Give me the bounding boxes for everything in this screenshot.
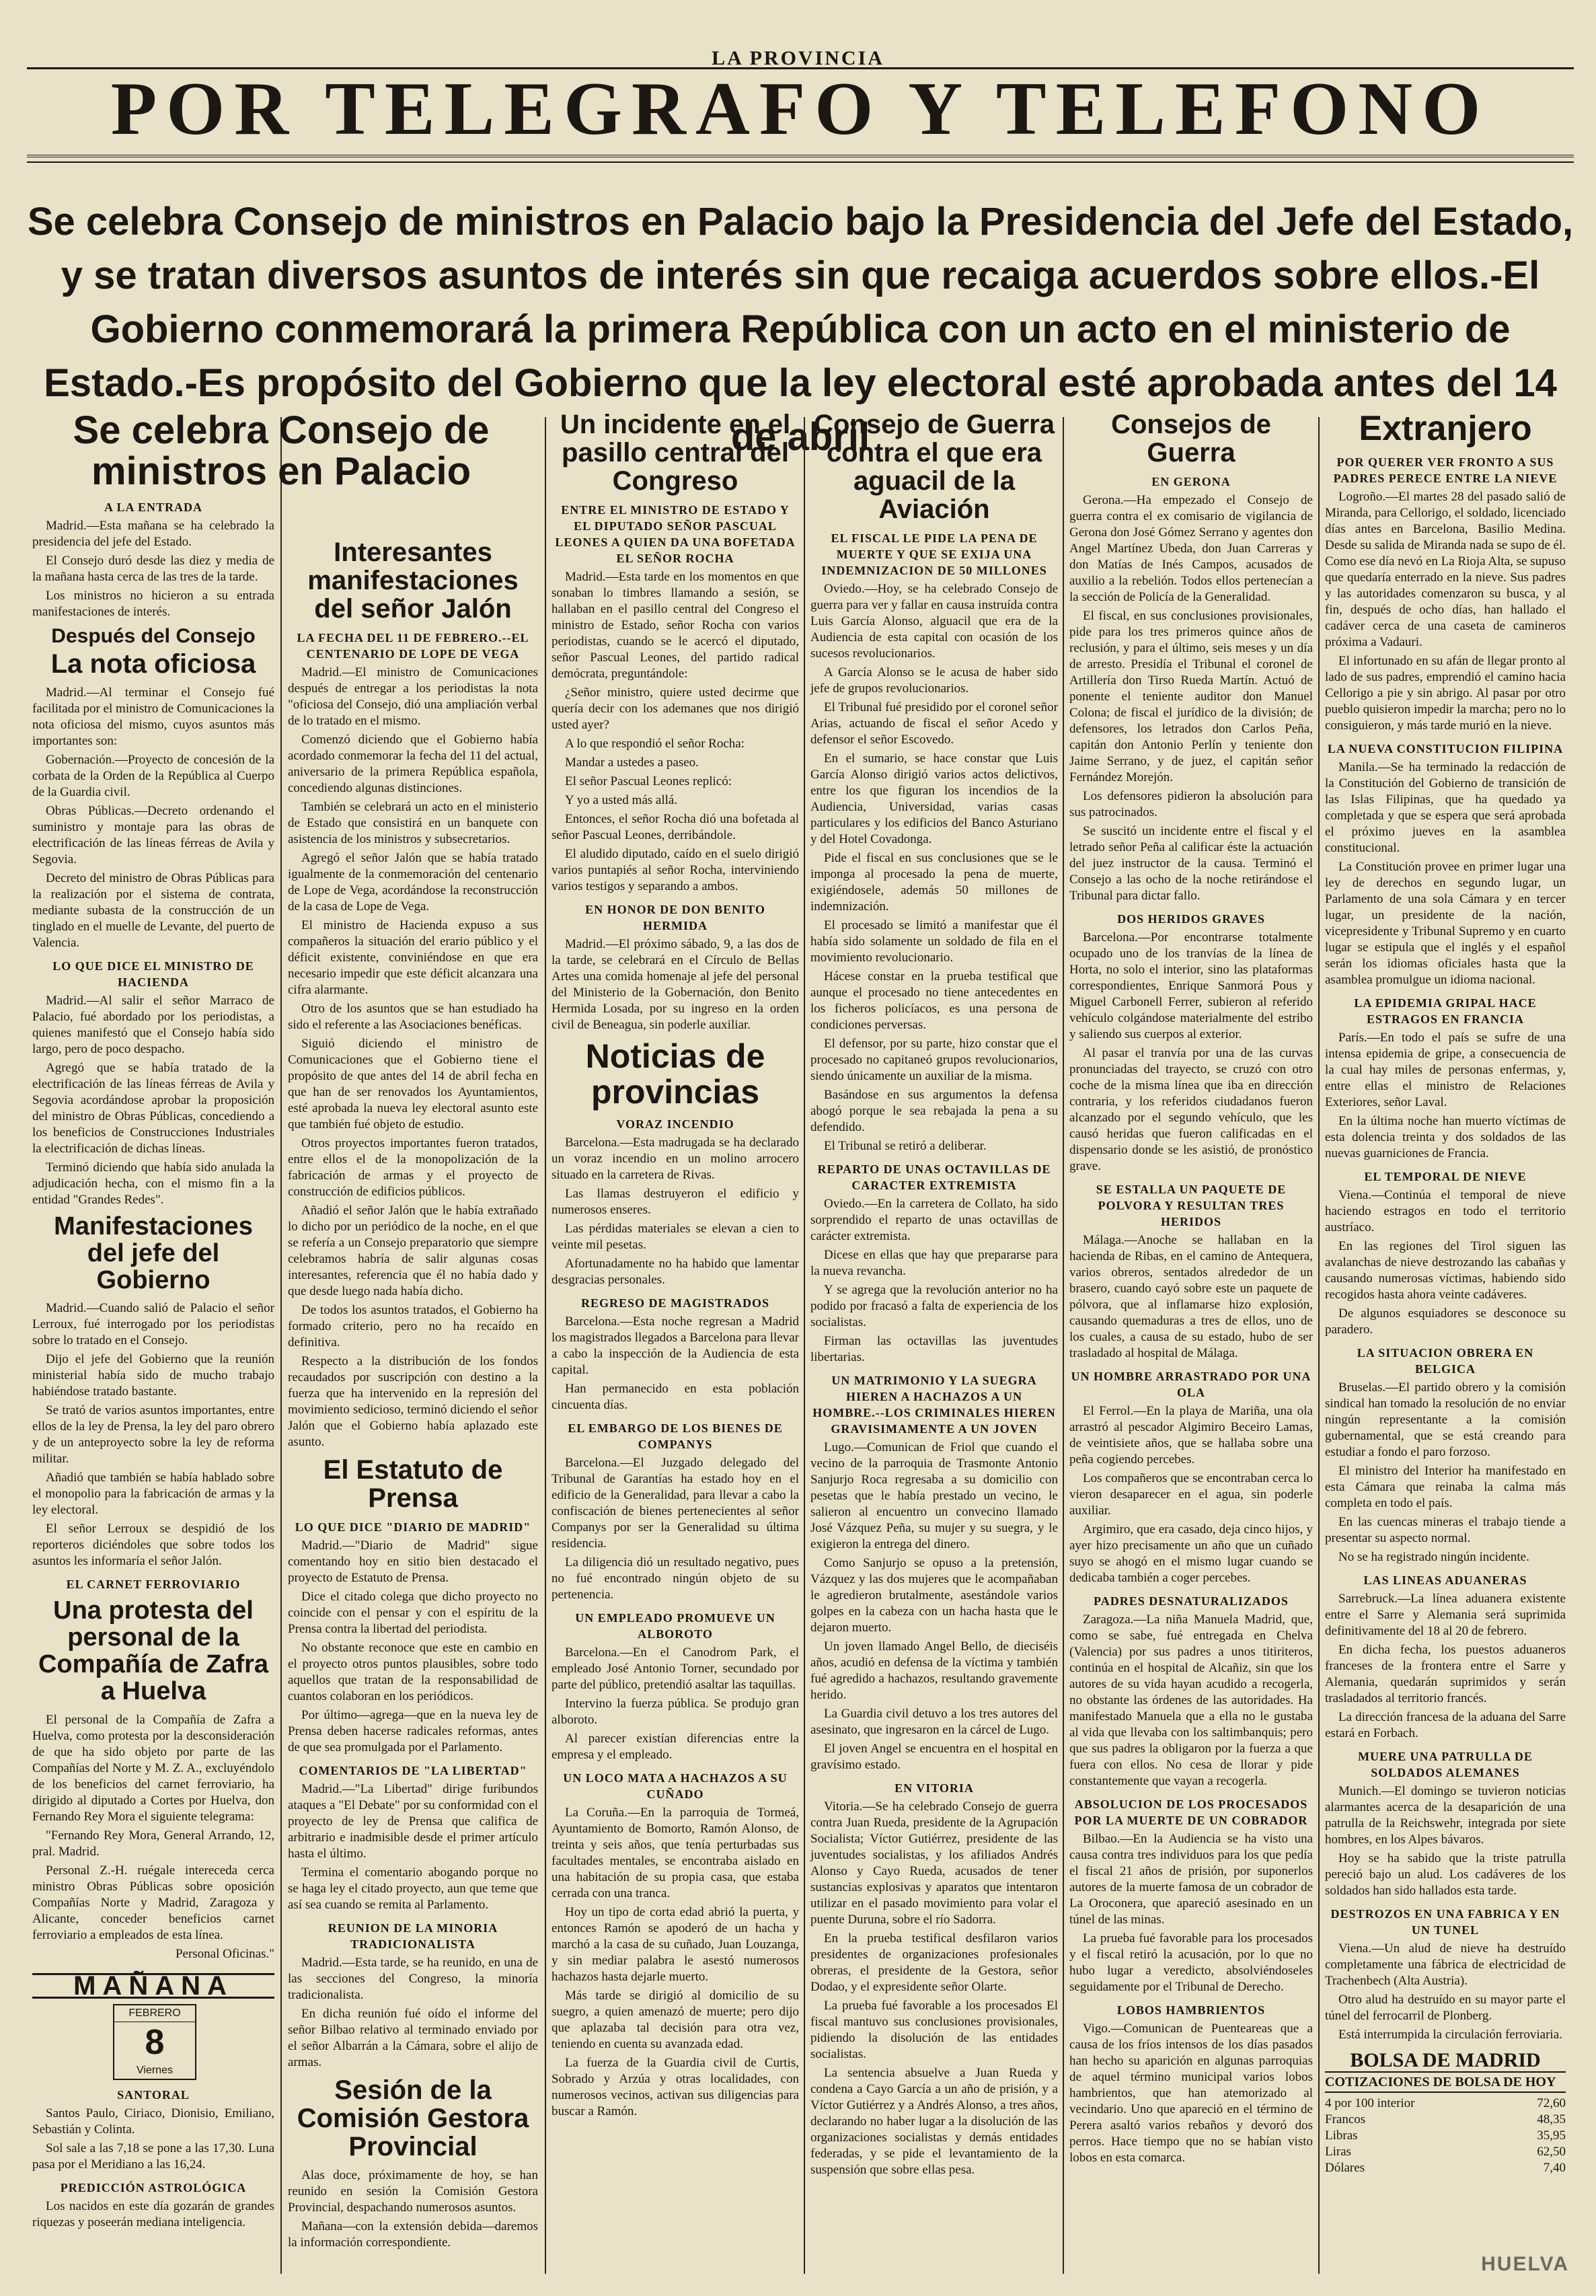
banner-headline: Se celebra Consejo de ministros en Palacio bajo la Presidencia del Jefe del Estado, y se tratan diversos asuntos de interés sin que recaiga acuerdos sobre ellos.-El Gobierno conmemorará la primera República con un acto en el ministerio de Estado.-Es propósito del Gobierno que la ley electoral esté aprobada antes del 14 de abril: [27, 200, 1574, 459]
headline: Interesantes manifestaciones del señor Jalón: [307, 538, 519, 624]
headline: El Estatuto de Prensa: [323, 1455, 503, 1513]
paragraph: No se ha registrado ningún incidente.: [1338, 1549, 1529, 1564]
paragraph: Las llamas destruyeron el edificio y numerosos enseres.: [552, 1187, 799, 1217]
paragraph: Bilbao.—En la Audiencia se ha visto una causa contra tres individuos para los que pedía el fiscal 21 años de prisión, por suponerlos autores de la muerte famosa de un cobrador de La Oroconera, que apareció asesinado en un túnel de las minas.: [1069, 1832, 1313, 1927]
paragraph: Respecto a la distribución de los fondos recaudados por suscripción con destino a la fuerza que ha intervenido en la represión del movimiento sedicioso, terminó diciendo el señor Jalón que el Gobierno había aplazado este asunto.: [288, 1354, 538, 1449]
paragraph: Otros proyectos importantes fueron tratados, entre ellos el de la monopolización de la fabricación de armas y el proyecto de construcción de edificios públicos.: [288, 1136, 538, 1199]
kicker: EL CARNET FERROVIARIO: [66, 1578, 241, 1592]
paragraph: Personal Z.-H. ruégale intereceda cerca ministro Obras Públicas sobre oposición Compañías Norte y Madrid, Zaragoza y Alicante, conceder beneficios carnet ferroviario a empleados de esta línea.: [32, 1863, 274, 1943]
paragraph: La dirección francesa de la aduana del Sarre estará en Forbach.: [1325, 1709, 1566, 1740]
paragraph: Afortunadamente no ha habido que lamentar desgracias personales.: [552, 1257, 799, 1287]
paragraph: Mañana—con la extensión debida—daremos la información correspondiente.: [288, 2219, 538, 2250]
paragraph: Al parecer existían diferencias entre la empresa y el empleado.: [552, 1732, 799, 1762]
calendar-day: 8: [145, 2023, 165, 2063]
kicker: LA NUEVA CONSTITUCION FILIPINA: [1327, 741, 1564, 755]
paragraph: La prueba fué favorable a los procesados El fiscal mantuvo sus conclusiones provisionales, pidiendo la disolución de las entidades socialistas.: [810, 1999, 1058, 2061]
paragraph: La prueba fué favorable para los procesados y el fiscal retiró la acusación, por lo que no hubo lugar a veredicto, absolviéndoseles seguidamente por el Tribunal de Derecho.: [1069, 1931, 1313, 1994]
quote-value: 7,40: [1543, 2160, 1566, 2175]
paragraph: Vigo.—Comunican de Puenteareas que a causa de los fríos intensos de los días pasados han hecho su aparición en algunas parroquias de aquel término municipal varios lobos hambrientos, que han atemorizado al vecindario. Uno que apareció en el término de Perera asaltó varios rebaños y devoró dos perros. Hace tiempo que no se habían visto lobos en esta comarca.: [1069, 2022, 1313, 2165]
paragraph: Hácese constar en la prueba testifical que aunque el procesado no tiene antecedentes en los ficheros policíacos, es una persona de condiciones perversas.: [810, 969, 1058, 1032]
paragraph: Santos Paulo, Ciriaco, Dionisio, Emiliano, Sebastián y Colinta.: [32, 2106, 274, 2137]
paragraph: Está interrumpida la circulación ferroviaria.: [1338, 2027, 1562, 2042]
paragraph: En las regiones del Tirol siguen las avalanchas de nieve destrozando las cabañas y causando numerosas víctimas, habiendo sido recogidos hasta ahora veinte cadáveres.: [1325, 1238, 1566, 1302]
paragraph: Dijo el jefe del Gobierno que la reunión ministerial había sido de mucho trabajo habiéndose tratado bastante.: [32, 1352, 274, 1399]
paragraph: El joven Angel se encuentra en el hospital en gravísimo estado.: [810, 1742, 1058, 1772]
kicker: EL FISCAL LE PIDE LA PENA DE MUERTE Y QUE SE EXIJA UNA INDEMNIZACION DE 50 MILLONES: [821, 531, 1047, 577]
paragraph: El personal de la Compañía de Zafra a Huelva, como protesta por la desconsideración de que ha sido objeto por parte de las Compañías del Norte y M. Z. A., excluyéndolo de los beneficios del carnet ferroviario, ha dirigido al diputado a Cortes por Huelva, don Fernando Rey Mora el siguiente telegrama:: [32, 1713, 274, 1824]
paragraph: Dice el citado colega que dicho proyecto no coincide con el pensar y con el espíritu de la Prensa contra la libertad del periodista.: [288, 1590, 538, 1636]
paragraph: El Consejo duró desde las diez y media de la mañana hasta cerca de las tres de la tarde.: [32, 553, 274, 584]
paragraph: En el sumario, se hace constar que Luis García Alonso dirigió varios actos delictivos, entre los que figuran los incendios de la Audiencia, Universidad, varias casas particulares y los edificios del Banco Asturiano y del Hotel Covadonga.: [810, 751, 1058, 846]
paragraph: Y yo a usted más allá.: [565, 793, 678, 807]
paragraph: Oviedo.—En la carretera de Collato, ha sido sorprendido el reparto de unas octavillas de carácter extremista.: [810, 1197, 1058, 1243]
headline: Un incidente en el pasillo central del Congreso: [560, 410, 791, 496]
kicker: ENTRE EL MINISTRO DE ESTADO Y EL DIPUTADO SEÑOR PASCUAL LEONES A QUIEN DA UNA BOFETADA EL SEÑOR ROCHA: [555, 503, 796, 565]
paragraph: El defensor, por su parte, hizo constar que el procesado no capitaneó grupos revolucionarios, siendo únicamente un auxiliar de la misma.: [810, 1037, 1058, 1083]
paragraph: "Fernando Rey Mora, General Arrando, 12, pral. Madrid.: [32, 1828, 274, 1859]
kicker: LO QUE DICE EL MINISTRO DE HACIENDA: [52, 959, 254, 989]
paragraph: Entonces, el señor Rocha dió una bofetada al señor Pascual Leones, derribándole.: [552, 812, 799, 842]
quote-label: Francos: [1325, 2112, 1366, 2126]
paragraph: Las pérdidas materiales se elevan a cien to veinte mil pesetas.: [552, 1222, 799, 1252]
column-rule: [280, 417, 282, 2274]
paragraph: El infortunado en su afán de llegar pronto al lado de sus padres, emprendió el camino hacia Cellorigo a pie y sin abrigo. Al pasar por otro pueblo quisieron impedir la marcha; pero no lo consiguieron, y más tarde murió en la nieve.: [1325, 653, 1566, 733]
masthead-rule: [27, 155, 1574, 163]
paragraph: Al pasar el tranvía por una de las curvas pronunciadas del trayecto, se cruzó con otro coche de la misma línea que iba en dirección contraria, y los referidos ciudadanos fueron alcanzado por el segundo vehículo, que les causó heridas que fueron calificadas en el dispensario donde se les asistió, de pronóstico grave.: [1069, 1046, 1313, 1173]
paragraph: Madrid.—"Diario de Madrid" sigue comentando hoy en sitio bien destacado el proyecto de Estatuto de Prensa.: [288, 1539, 538, 1585]
paragraph: Barcelona.—Esta noche regresan a Madrid los magistrados llegados a Barcelona para llevar a cabo la inspección de la Audiencia de esta capital.: [552, 1314, 799, 1377]
paragraph: El aludido diputado, caído en el suelo dirigió varios puntapiés al señor Rocha, interviniendo varios testigos y separando a ambos.: [552, 847, 799, 893]
paragraph: No obstante reconoce que este en cambio en el proyecto otros puntos plausibles, sobre todo aquellos que tratan de la responsabilidad de cuantos colaboran en los periódicos.: [288, 1641, 538, 1703]
paragraph: El señor Pascual Leones replicó:: [565, 774, 732, 788]
paragraph: Termina el comentario abogando porque no se haga ley el citado proyecto, aun que teme que así sea cuando se remita al Parlamento.: [288, 1865, 538, 1912]
quotes-list: [1325, 2096, 1566, 2176]
paragraph: La diligencia dió un resultado negativo, pues no fué encontrado ningún objeto de su pertenencia.: [552, 1555, 799, 1602]
kicker: UN HOMBRE ARRASTRADO POR UNA OLA: [1071, 1370, 1312, 1399]
paragraph: Siguió diciendo el ministro de Comunicaciones que el Gobierno tiene el propósito de que antes del 14 de abril fecha en que han de ser renovados los Ayuntamientos, esté aprobada la nueva ley electoral asunto este que también fué objeto de estudio.: [288, 1037, 538, 1132]
paragraph: Barcelona.—Por encontrarse totalmente ocupado uno de los tranvías de la línea de Horta, no solo el interior, sino las plataformas correspondientes, Enrique Sanmorá Pous y Miguel Carbonell Ferrer, subieron al referido vehículo colgándose materialmente del estribo y saliendo sus cuerpos al exterior.: [1069, 930, 1313, 1041]
paragraph: Argimiro, que era casado, deja cinco hijos, y ayer hizo precisamente un año que un cuñado suyo se ahogó en el mismo lugar cuando se dedicaba también a coger percebes.: [1069, 1522, 1313, 1585]
kicker: EL EMBARGO DE LOS BIENES DE COMPANYS: [568, 1421, 783, 1451]
paragraph: En la última noche han muerto víctimas de esta dolencia treinta y dos soldados de las nuevas guarniciones de Francia.: [1325, 1113, 1566, 1160]
paragraph: Los defensores pidieron la absolución para sus patrocinados.: [1069, 789, 1313, 819]
paragraph: Madrid.—Al terminar el Consejo fué facilitada por el ministro de Comunicaciones la nota oficiosa del mismo, cuyos asuntos más importantes son:: [32, 685, 274, 748]
kicker: LA SITUACION OBRERA EN BELGICA: [1357, 1345, 1534, 1376]
headline: Manifestaciones del jefe del Gobierno: [54, 1212, 253, 1294]
kicker: COMENTARIOS DE "LA LIBERTAD": [299, 1764, 527, 1777]
paragraph: En las cuencas mineras el trabajo tiende a presentar su aspecto normal.: [1325, 1514, 1566, 1545]
paragraph: Han permanecido en esta población cincuenta días.: [552, 1382, 799, 1412]
paragraph: Agregó que se había tratado de la electrificación de las líneas férreas de Avila y Segovia acordándose aprobar la proposición del ministro de Obras Públicas, concediendo a los beneficios de Construcciones Industriales la electrificación de dichas líneas.: [32, 1060, 274, 1156]
paragraph: La fuerza de la Guardia civil de Curtis, Sobrado y Arzúa y otras localidades, con numerosos vecinos, activan sus diligencias para buscar a Ramón.: [552, 2056, 799, 2118]
kicker: EN VITORIA: [895, 1781, 974, 1795]
kicker: EN HONOR DE DON BENITO HERMIDA: [585, 903, 765, 932]
paragraph: Madrid.—El ministro de Comunicaciones después de entregar a los periodistas la nota "oficiosa del Consejo, dió una ampliación verbal de lo tratado en el mismo.: [288, 665, 538, 728]
paragraph: Terminó diciendo que había sido anulada la adjudicación hecha, con el mismo fin a la entidad "Grandes Redes".: [32, 1160, 274, 1207]
column-rule: [1318, 417, 1320, 2274]
paragraph: Logroño.—El martes 28 del pasado salió de Miranda, para Cellorigo, el soldado, licenciado días antes en Barcelona, Basilio Medina. Desde su salida de Miranda nada se supo de él. Como ese día nevó en La Rioja Alta, se supuso que quedaría enterrado en la nieve. Sus padres y las autoridades comenzaron su busca, y al fin, después de ocho días, han hallado el cadáver cerca de una caseta de camineros próxima a Vadauri.: [1325, 489, 1566, 649]
paragraph: Sol sale a las 7,18 se pone a las 17,30. Luna pasa por el Meridiano a las 16,24.: [32, 2141, 274, 2172]
paragraph: Firman las octavillas las juventudes libertarias.: [810, 1334, 1058, 1364]
paragraph: En la prueba testifical desfilaron varios presidentes de organizaciones profesionales obreras, el presidente de la Gestora, señor Dodao, y el expresidente señor Olarte.: [810, 1931, 1058, 1994]
paragraph: Madrid.—Cuando salió de Palacio el señor Lerroux, fué interrogado por los periodistas sobre lo tratado en el Consejo.: [32, 1301, 274, 1348]
paragraph: La Guardia civil detuvo a los tres autores del asesinato, que ingresaron en la cárcel de Lugo.: [810, 1707, 1058, 1737]
kicker: ABSOLUCION DE LOS PROCESADOS POR LA MUERTE DE UN COBRADOR: [1074, 1798, 1308, 1827]
paragraph: Madrid.—El próximo sábado, 9, a las dos de la tarde, se celebrará en el Círculo de Bellas Artes una comida homenaje al jefe del personal del Ministerio de la Gobernación, don Benito Hermida Losada, por su ingreso en la orden civil de Beneagua, sin poderle auxiliar.: [552, 937, 799, 1032]
paragraph: Los ministros no hicieron a su entrada manifestaciones de interés.: [32, 588, 274, 619]
bolsa-title: BOLSA DE MADRID: [1350, 2048, 1541, 2071]
paragraph: Decreto del ministro de Obras Públicas para la realización por el sistema de contrata, mediante subasta de la construcción de un tinglado en el muelle de Levante, del puerto de Valencia.: [32, 871, 274, 950]
paragraph: Los compañeros que se encontraban cerca lo vieron desaparecer en el agua, sin poderle auxiliar.: [1069, 1471, 1313, 1518]
paragraph: A García Alonso se le acusa de haber sido jefe de grupos revolucionarios.: [810, 665, 1058, 696]
paragraph: Lugo.—Comunican de Friol que cuando el vecino de la parroquia de Trasmonte Antonio Sanjurjo Roca regresaba a su domicilio con pesetas que le había prestado un vecino, le salieron al encuentro un convecino llamado José Vázquez Peña, su mujer y su suegra, y le exigieron la entrega del dinero.: [810, 1440, 1058, 1551]
quote-label: Libras: [1325, 2128, 1358, 2143]
paragraph: Madrid.—Al salir el señor Marraco de Palacio, fué abordado por los periodistas, a quienes manifestó que el Consejo había sido largo, pero de poco despacho.: [32, 993, 274, 1056]
calendar-weekday: Viernes: [137, 2065, 173, 2077]
paragraph: Un joven llamado Angel Bello, de dieciséis años, acudió en defensa de la víctima y también fué agredido a hachazos, resultando gravemente herido.: [810, 1639, 1058, 1702]
kicker: EL TEMPORAL DE NIEVE: [1364, 1169, 1527, 1183]
kicker: PREDICCIÓN ASTROLÓGICA: [60, 2181, 247, 2195]
kicker: DESTROZOS EN UNA FABRICA Y EN UN TUNEL: [1330, 1906, 1560, 1937]
paragraph: La sentencia absuelve a Juan Rueda y condena a Cayo García a un año de prisión, y a Víctor Gutiérrez y a Andrés Alonso, a tres años, declarando no haber lugar a la disolución de las organizaciones socialistas y demás entidades federadas, y se pide el levantamiento de la suspensión que sobre ellas pesa.: [810, 2066, 1058, 2177]
paragraph: En dicha fecha, los puestos aduaneros franceses de la frontera entre el Sarre y Alemania, quedarán suprimidos y serán trasladados al territorio francés.: [1325, 1642, 1566, 1705]
paragraph: Otro alud ha destruído en su mayor parte el túnel del ferrocarril de Plonberg.: [1325, 1992, 1566, 2023]
paragraph: Se trató de varios asuntos importantes, entre ellos de la ley de Prensa, la ley del paro obrero y de un anteproyecto sobre la ley de reforma militar.: [32, 1403, 274, 1467]
headline: Consejos de Guerra: [1111, 410, 1271, 468]
quote-value: 48,35: [1537, 2112, 1566, 2126]
headline: Una protesta del personal de la Compañía de Zafra a Huelva: [38, 1596, 269, 1706]
paragraph: Zaragoza.—La niña Manuela Madrid, que, como se sabe, fué entregada en Chelva (Valencia) por sus padres a unos titiriteros, continúa en el hospital de Alcañiz, sin que los autores de su vida hayan acudido a recogerla, no obstante las órdenes de las autoridades. Ha manifestado Manuela que a ella no le gustaba al vida que llevaba con los saltimbanquis; pero que sus padres la obligaron por la fuerza a que fuera con ellos. No cesa de llorar y pide constantemente que vayan a recogerla.: [1069, 1613, 1313, 1788]
kicker: UN EMPLEADO PROMUEVE UN ALBOROTO: [575, 1611, 775, 1641]
paragraph: La Coruña.—En la parroquia de Tormeá, Ayuntamiento de Bomorto, Ramón Alonso, de treinta y seis años, que tenía perturbadas sus facultades mentales, se encontraba aislado en una habitación de su propia casa, que estaba cerrada con una tranca.: [552, 1806, 799, 1900]
paragraph: Madrid.—Esta mañana se ha celebrado la presidencia del jefe del Estado.: [32, 518, 274, 549]
paragraph: Munich.—El domingo se tuvieron noticias alarmantes acerca de la desaparición de una patrulla de la Reichswehr, integrada por siete hombres, en los Alpes bávaros.: [1325, 1783, 1566, 1847]
quote-row: [1325, 2144, 1566, 2160]
quote-row: [1325, 2112, 1566, 2128]
paragraph: Barcelona.—Esta madrugada se ha declarado un voraz incendio en un molino arrocero situado en la carretera de Rivas.: [552, 1136, 799, 1182]
headline: Sesión de la Comisión Gestora Provincial: [297, 2075, 529, 2161]
paragraph: Por último—agrega—que en la nueva ley de Prensa deben hacerse radicales reformas, antes de que sea promulgada por el Parlamento.: [288, 1708, 538, 1754]
paragraph: Alas doce, próximamente de hoy, se han reunido en sesión la Comisión Gestora Provincial, despachando numerosos asuntos.: [288, 2168, 538, 2215]
paragraph: Hoy se ha sabido que la triste patrulla pereció bajo un alud. Los cadáveres de los soldados han sido hallados esta tarde.: [1325, 1851, 1566, 1898]
paragraph: Los nacidos en este día gozarán de grandes riquezas y poseerán mediana inteligencia.: [32, 2199, 274, 2230]
paragraph: Basándose en sus argumentos la defensa abogó porque le sea rebajada la pena a su defendido.: [810, 1088, 1058, 1134]
kicker: LO QUE DICE "DIARIO DE MADRID": [295, 1520, 531, 1534]
column-rule: [545, 417, 546, 2274]
kicker: DOS HERIDOS GRAVES: [1117, 912, 1265, 926]
headline: Consejo de Guerra contra el que era aguacil de la Aviación: [814, 410, 1055, 524]
paragraph: Viena.—Continúa el temporal de nieve haciendo estragos en todo el territorio austríaco.: [1325, 1187, 1566, 1234]
paragraph: Sarrebruck.—La línea aduanera existente entre el Sarre y Alemania será suprimida definitivamente del 18 al 20 de febrero.: [1325, 1591, 1566, 1638]
kicker: LA FECHA DEL 11 DE FEBRERO.--EL CENTENARIO DE LOPE DE VEGA: [297, 631, 529, 661]
paragraph: Gerona.—Ha empezado el Consejo de guerra contra el ex comisario de vigilancia de Gerona don José Gómez Serrano y agentes don Angel Martínez Ubeda, don Juan Carreras y don Matías de Inés Campos, acusados de auxilio a la rebelión. Todos ellos pertenecían a la sección de Policía de la Generalidad.: [1069, 493, 1313, 604]
kicker: UN LOCO MATA A HACHAZOS A SU CUÑADO: [563, 1771, 788, 1801]
kicker: REGRESO DE MAGISTRADOS: [580, 1296, 770, 1310]
paragraph: Como Sanjurjo se opuso a la pretensión, Vázquez y las dos mujeres que le acompañaban le agredieron brutalmente, asestándole varios golpes en la cabeza con un hacha hasta que le dejaron muerto.: [810, 1556, 1058, 1635]
headline: Extranjero: [1359, 409, 1532, 448]
kicker: MUERE UNA PATRULLA DE SOLDADOS ALEMANES: [1358, 1749, 1533, 1779]
paragraph: Manila.—Se ha terminado la redacción de la Constitución del Gobierno de transición de las Islas Filipinas, que ha quedado ya completada y que se espera que será aprobada el próximo jueves en la asamblea constitucional.: [1325, 760, 1566, 855]
paragraph: Madrid.—Esta tarde, se ha reunido, en una de las secciones del Congreso, la minoría tradicionalista.: [288, 1956, 538, 2002]
paragraph: Barcelona.—En el Canodrom Park, el empleado José Antonio Torner, secundado por parte del público, pretendió asaltar las taquillas.: [552, 1645, 799, 1692]
paragraph: Viena.—Un alud de nieve ha destruído completamente una fábrica de electricidad de Trachenbech (Alta Austria).: [1325, 1941, 1566, 1988]
paragraph: Y se agrega que la revolución anterior no ha podido por fracasó a falta de experiencia de los socialistas.: [810, 1283, 1058, 1329]
paragraph: Bruselas.—El partido obrero y la comisión sindical han tomado la resolución de no enviar ningún representante a la comisión gubernamental, que se está creando para estudiar a fondo el paro forzoso.: [1325, 1380, 1566, 1459]
paragraph: Personal Oficinas.": [175, 1947, 274, 1962]
paragraph: Gobernación.—Proyecto de concesión de la corbata de la Orden de la República al Cuerpo de la Guardia civil.: [32, 752, 274, 799]
paragraph: Intervino la fuerza pública. Se produjo gran alboroto.: [552, 1697, 799, 1727]
paragraph: A lo que respondió el señor Rocha:: [565, 737, 745, 751]
paragraph: Obras Públicas.—Decreto ordenando el suministro y montaje para las obras de electrificación de las líneas férreas de Avila y Segovia.: [32, 803, 274, 866]
quote-value: 35,95: [1537, 2128, 1566, 2143]
headline: La nota oficiosa: [50, 649, 256, 679]
kicker: SE ESTALLA UN PAQUETE DE POLVORA Y RESULTAN TRES HERIDOS: [1096, 1183, 1287, 1228]
paragraph: Madrid.—Esta tarde en los momentos en que sonaban lo timbres llamando a sesión, se hallaban en el pasillo central del Congreso el ministro de Estado, señor Rocha con varios periodistas, cuando se le acercó el diputado, señor Pascual Leones, del partido radical demócrata, preguntándole:: [552, 570, 799, 681]
kicker: LAS LINEAS ADUANERAS: [1363, 1573, 1527, 1587]
subheading: Después del Consejo: [51, 624, 256, 647]
paragraph: En dicha reunión fué oído el informe del señor Bilbao relativo al terminado enviado por el señor Albarrán a la Cámara, sobre el alijo de armas.: [288, 2007, 538, 2069]
paragraph: Pide el fiscal en sus conclusiones que se le imponga al procesado la pena de muerte, exigiéndosele, además 50 millones de indemnización.: [810, 851, 1058, 914]
paragraph: Dicese en ellas que hay que prepararse para la nueva revancha.: [810, 1248, 1058, 1278]
paragraph: El señor Lerroux se despidió de los reporteros diciéndoles que sobre todos los asuntos les informaría el señor Jalón.: [32, 1522, 274, 1569]
kicker: POR QUERER VER FRONTO A SUS PADRES PERECE ENTRE LA NIEVE: [1333, 455, 1558, 485]
paragraph: Madrid.—"La Libertad" dirige furibundos ataques a "El Debate" por su conformidad con el proyecto de ley de Prensa que califica de arbitrario e inadmisible desde el primer artículo hasta el último.: [288, 1782, 538, 1861]
bolsa-subtitle: COTIZACIONES DE BOLSA DE HOY: [1325, 2071, 1566, 2093]
kicker: LA EPIDEMIA GRIPAL HACE ESTRAGOS EN FRANCIA: [1354, 996, 1537, 1026]
quote-row: [1325, 2160, 1566, 2176]
calendar-month: FEBRERO: [114, 2005, 195, 2022]
kicker: UN MATRIMONIO Y LA SUEGRA HIEREN A HACHAZOS A UN HOMBRE.--LOS CRIMINALES HIEREN GRAVISIMAMENTE A UN JOVEN: [812, 1374, 1056, 1436]
paragraph: Añadió que también se había hablado sobre el monopolio para la fabricación de armas y la ley electoral.: [32, 1471, 274, 1518]
paragraph: De todos los asuntos tratados, el Gobierno ha formado criterio, pero no ha recaído en definitiva.: [288, 1303, 538, 1349]
column-rule: [1063, 417, 1064, 2274]
library-stamp: HUELVA: [1481, 2253, 1569, 2275]
paragraph: Más tarde se dirigió al domicilio de su suegro, a quien amenazó de muerte; pero dijo que aplazaba tal decisión para otra vez, teniendo en cuenta su avanzada edad.: [552, 1989, 799, 2051]
column-5: [1069, 410, 1313, 2281]
quote-label: Liras: [1325, 2144, 1352, 2159]
paragraph: Mandar a ustedes a paseo.: [565, 755, 699, 770]
paragraph: Añadió el señor Jalón que le había extrañado lo dicho por un periódico de la noche, en el que se refería a un Consejo preparatorio que siempre celebramos habría de salir algunas cosas interesantes, referencia que él no había dado y que desde luego nada había dicho.: [288, 1203, 538, 1298]
manana-header: MAÑANA: [32, 1973, 274, 1999]
page-title: POR TELEGRAFO Y TELEFONO: [110, 67, 1490, 151]
paragraph: Agregó el señor Jalón que se había tratado igualmente de la conmemoración del centenario de Lope de Vega, acordándose la reconstrucción de la casa de Lope de Vega.: [288, 851, 538, 914]
column-6: [1325, 410, 1566, 2281]
paragraph: ¿Señor ministro, quiere usted decirme que quería decir con los ademanes que nos dirigió usted ayer?: [552, 686, 799, 732]
headline: Noticias de provincias: [585, 1037, 765, 1111]
paragraph: Se suscitó un incidente entre el fiscal y el letrado señor Peña al calificar éste la actuación del juez instructor de la causa. Terminó el Consejo a las ocho de la noche retirándose el Tribunal para dictar fallo.: [1069, 824, 1313, 903]
column-rule: [804, 417, 805, 2274]
quote-label: 4 por 100 interior: [1325, 2096, 1415, 2110]
paragraph: Málaga.—Anoche se hallaban en la hacienda de Ribas, en el camino de Antequera, varios obreros, sentados alrededor de un brasero, cuando cayó sobre este un paquete de pólvora, que al inflamarse hizo explosión, causando quemaduras a tres de ellos, uno de los cuales, a causa de su estado, hubo de ser trasladado al hospital de Málaga.: [1069, 1233, 1313, 1360]
quote-value: 62,50: [1537, 2144, 1566, 2159]
paragraph: El ministro de Hacienda expuso a sus compañeros la situación del erario público y el déficit existente, conviniéndose en que era necesario impedir que este déficit alcanzara una cifra alarmante.: [288, 918, 538, 997]
kicker: REPARTO DE UNAS OCTAVILLAS DE CARACTER EXTREMISTA: [817, 1162, 1051, 1192]
paper-name: LA PROVINCIA: [712, 47, 884, 69]
paragraph: Barcelona.—El Juzgado delegado del Tribunal de Garantías ha estado hoy en el edificio de la Generalidad, para llevar a cabo la confiscación de bienes pertenecientes al señor Companys por ser la Generalidad su última residencia.: [552, 1456, 799, 1551]
paragraph: Hoy un tipo de corta edad abrió la puerta, y entonces Ramón se apoderó de un hacha y marchó a la casa de su cuñado, Juan Louzanga, y sin mediar palabra le asestó numerosos hachazos hasta dejarle muerto.: [552, 1905, 799, 1984]
quote-row: [1325, 2096, 1566, 2112]
paragraph: Oviedo.—Hoy, se ha celebrado Consejo de guerra para ver y fallar en causa instruída contra Luis García Alonso, alguacil que era de la Audiencia de esta capital con ocasión de los sucesos revolucionarios.: [810, 582, 1058, 661]
kicker: EN GERONA: [1151, 475, 1231, 488]
paragraph: El fiscal, en sus conclusiones provisionales, pide para los tres primeros quince años de reclusión, y para el último, seis meses y un día de arresto. Presidía el Tribunal el coronel de Artillería don Tirso Rueda Martín. Actuó de ponente el teniente auditor don Manuel Colona; de fiscal el jurídico de la división; de defensores, los letrados don Carlos Peña, capitán don Antonio Perlín y teniente don Jaime Serrano, y de juez, el capitán señor Fernández Morejón.: [1069, 609, 1313, 784]
headline: Se celebra Consejo de ministros en Palacio: [73, 408, 490, 493]
kicker: SANTORAL: [117, 2088, 190, 2102]
kicker: VORAZ INCENDIO: [616, 1117, 734, 1131]
column-2: [288, 538, 538, 2281]
kicker: LOBOS HAMBRIENTOS: [1116, 2003, 1266, 2017]
paragraph: El Tribunal fué presidido por el coronel señor Arias, actuando de fiscal el señor Acedo y defensor el señor Escovedo.: [810, 700, 1058, 747]
paragraph: París.—En todo el país se sufre de una intensa epidemia de gripe, a consecuencia de la cual hay miles de personas enfermas, y, entre ellas el ministro de Relaciones Exteriores, señor Laval.: [1325, 1030, 1566, 1109]
kicker: REUNION DE LA MINORIA TRADICIONALISTA: [328, 1921, 498, 1951]
paragraph: Vitoria.—Se ha celebrado Consejo de guerra contra Juan Rueda, presidente de la Agrupación Socialista; Víctor Gutiérrez, presidente de las juventudes socialistas, y los afiliados Andrés Alonso y Cayo Rueda, acusados de tener sustancias explosivas y aparatos que intentaron utilizar en el pasado movimiento para volar el puente Duruna, sobre el río Sadorra.: [810, 1800, 1058, 1927]
paragraph: Otro de los asuntos que se han estudiado ha sido el referente a las Asociaciones benéficas.: [288, 1002, 538, 1032]
quote-label: Dólares: [1325, 2160, 1365, 2175]
column-3: [552, 410, 799, 2281]
quote-row: [1325, 2128, 1566, 2144]
paragraph: De algunos esquiadores se desconoce su paradero.: [1325, 1306, 1566, 1337]
column-4: [810, 410, 1058, 2281]
paragraph: El Ferrol.—En la playa de Mariña, una ola arrastró al pescador Algimiro Beceiro Lamas, de veintisiete años, que se hallaba sobre una peña cogiendo percebes.: [1069, 1404, 1313, 1467]
paragraph: El Tribunal se retiró a deliberar.: [824, 1139, 987, 1153]
calendar-box: [113, 2004, 196, 2080]
paragraph: También se celebrará un acto en el ministerio de Estado que consistirá en un banquete con asistencia de los ministros y subsecretarios.: [288, 800, 538, 846]
kicker: A LA ENTRADA: [104, 500, 203, 514]
paragraph: Comenzó diciendo que el Gobierno había acordado conmemorar la fecha del 11 del actual, aniversario de la primera República española, concediendo algunas distinciones.: [288, 733, 538, 795]
kicker: PADRES DESNATURALIZADOS: [1094, 1594, 1289, 1608]
quote-value: 72,60: [1537, 2096, 1566, 2110]
paragraph: La Constitución provee en primer lugar una ley de derechos en segundo lugar, un Parlamento de una sola Cámara y en tercer lugar, un presidente de la nación, vicepresidente y Tribunal Supremo y en cuarto lugar se estipula que el inglés y el español serán los idiomas oficiales hasta que la asamblea promulgue un idioma nacional.: [1325, 859, 1566, 987]
paragraph: El ministro del Interior ha manifestado en esta Cámara que reinaba la calma más completa en todo el país.: [1325, 1463, 1566, 1510]
paragraph: El procesado se limitó a manifestar que él había sido solamente un soldado de fila en el movimiento revolucionario.: [810, 918, 1058, 965]
